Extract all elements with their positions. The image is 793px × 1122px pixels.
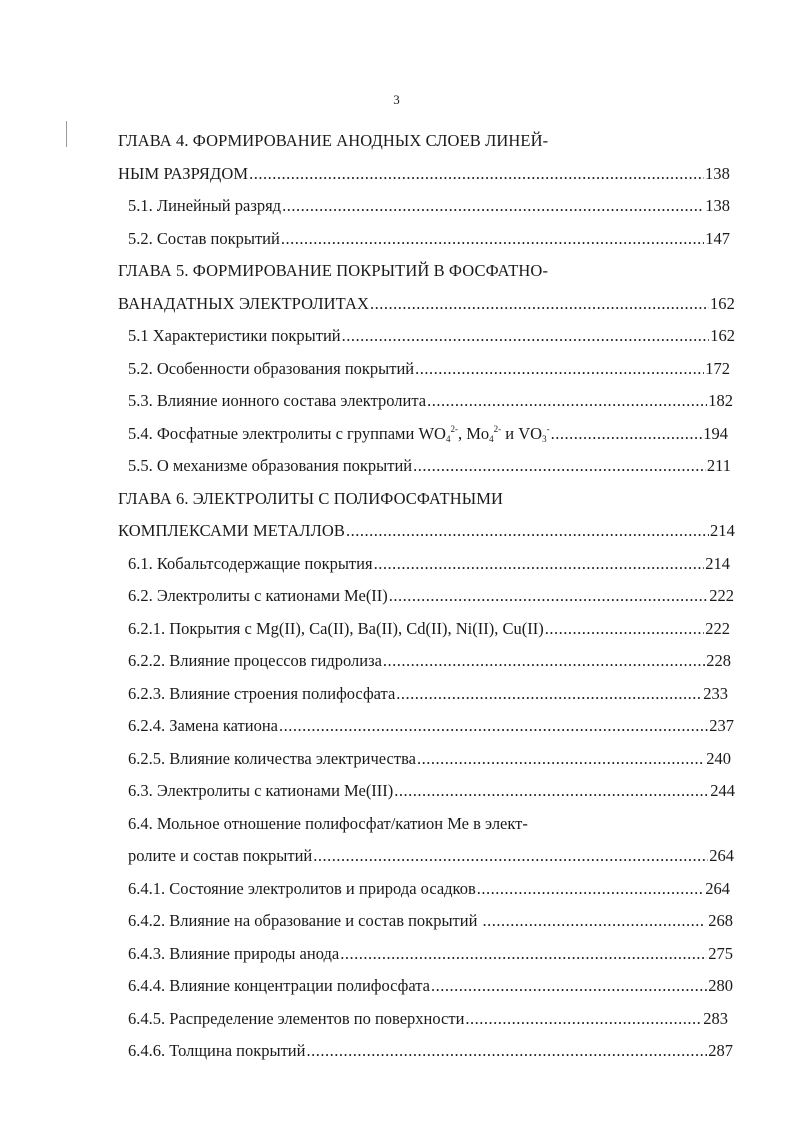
ion-vanadate: $VO_3^-$	[518, 424, 550, 444]
toc-entry-text: 5.3. Влияние ионного состава электролита	[128, 391, 427, 410]
toc-entry	[128, 583, 734, 609]
toc-entry	[128, 843, 734, 869]
toc-entry	[128, 551, 730, 577]
toc-entry	[128, 193, 730, 219]
toc-entry-text: 6.2.4. Замена катиона	[128, 716, 278, 735]
toc-entry-page: 172	[705, 359, 730, 378]
dot-leader	[346, 518, 709, 544]
toc-entry-page: 240	[706, 749, 731, 768]
toc-entry	[128, 356, 730, 382]
dot-leader	[413, 453, 706, 479]
toc-entry	[128, 746, 731, 772]
toc-entry-text: 5.2. Состав покрытий	[128, 229, 280, 248]
toc-entry-text: 6.4.3. Влияние природы анода	[128, 944, 340, 963]
toc-entry-page: 182	[708, 391, 733, 410]
toc-entry-text: 6.2.3. Влияние строения полифосфата	[128, 684, 396, 703]
ion-separator: и	[501, 424, 519, 443]
toc-chapter-4-title-line-2	[118, 161, 730, 187]
dot-leader	[281, 226, 704, 252]
toc-entry	[128, 453, 731, 479]
dot-leader	[383, 648, 705, 674]
dot-leader	[282, 193, 704, 219]
dot-leader	[427, 388, 707, 414]
toc-entry-text: 5.1 Характеристики покрытий	[128, 326, 341, 345]
toc-entry	[128, 648, 731, 674]
toc-entry	[128, 908, 733, 934]
dot-leader	[342, 323, 710, 349]
toc-entry-text: 6.1. Кобальтсодержащие покрытия	[128, 554, 373, 573]
dot-leader	[415, 356, 704, 382]
toc-chapter-5-title-line-1	[118, 258, 548, 284]
dot-leader	[394, 778, 709, 804]
toc-entry-page: 264	[705, 879, 730, 898]
toc-entry-text: 6.2.5. Влияние количества электричества	[128, 749, 416, 768]
toc-entry-text: ГЛАВА 5. ФОРМИРОВАНИЕ ПОКРЫТИЙ В ФОСФАТНО-	[118, 261, 549, 280]
toc-entry	[128, 713, 734, 739]
toc-entry	[128, 1006, 728, 1032]
dot-leader	[545, 616, 705, 642]
toc-entry-text: НЫМ РАЗРЯДОМ	[118, 164, 249, 183]
toc-entry-text: 5.5. О механизме образования покрытий	[128, 456, 413, 475]
toc-entry-page: 275	[708, 944, 733, 963]
toc-entry-page: 283	[703, 1009, 728, 1028]
toc-entry-page: 147	[705, 229, 730, 248]
dot-leader	[465, 1006, 702, 1032]
toc-chapter-6-title-line-1	[118, 486, 503, 512]
dot-leader	[279, 713, 708, 739]
toc-entry-text: 6.2. Электролиты с катионами Ме(II)	[128, 586, 388, 605]
dot-leader	[551, 421, 703, 447]
toc-entry-page: 280	[708, 976, 733, 995]
toc-entry-page: 268	[704, 911, 733, 930]
toc-entry-text: 6.4.4. Влияние концентрации полифосфата	[128, 976, 430, 995]
toc-entry-text: 6.4.1. Состояние электролитов и природа осадков	[128, 879, 476, 898]
toc-entry-text: 6.4.6. Толщина покрытий	[128, 1041, 306, 1060]
toc-entry-page: 222	[705, 619, 730, 638]
toc-entry-text: 6.3. Электролиты с катионами Ме(III)	[128, 781, 394, 800]
toc-entry-text	[128, 421, 550, 447]
toc-entry-text: 6.4. Мольное отношение полифосфат/катион Ме в элект-	[128, 814, 528, 833]
toc-entry	[128, 681, 728, 707]
toc-chapter-6-title-line-2	[118, 518, 735, 544]
toc-entry-page: 162	[710, 326, 735, 345]
dot-leader	[370, 291, 709, 317]
toc-entry-ions	[128, 421, 728, 447]
dot-leader	[306, 1038, 707, 1064]
toc-entry	[128, 616, 730, 642]
toc-entry-text: 6.4.5. Распределение элементов по поверхности	[128, 1009, 465, 1028]
toc-entry	[128, 811, 528, 837]
dot-leader	[431, 973, 707, 999]
toc-entry-page: 244	[710, 781, 735, 800]
dot-leader	[249, 161, 704, 187]
toc-entry-page: 264	[709, 846, 734, 865]
toc-entry-page: 214	[705, 554, 730, 573]
toc-entry-page: 228	[706, 651, 731, 670]
toc-entry-text: ГЛАВА 6. ЭЛЕКТРОЛИТЫ С ПОЛИФОСФАТНЫМИ	[118, 489, 504, 508]
toc-entry-text: КОМПЛЕКСАМИ МЕТАЛЛОВ	[118, 521, 345, 540]
ion-tungstate: $WO_4^{2-}$	[418, 424, 458, 444]
dot-leader	[396, 681, 702, 707]
toc-entry-page: 138	[705, 196, 730, 215]
toc-entry-text: ролите и состав покрытий	[128, 846, 313, 865]
toc-entry-page: 162	[709, 294, 735, 313]
dot-leader	[483, 908, 704, 934]
toc-entry	[128, 1038, 733, 1064]
toc-entry-prefix: 5.4. Фосфатные электролиты с группами	[128, 424, 419, 443]
toc-entry	[128, 226, 730, 252]
dot-leader	[374, 551, 705, 577]
toc-entry-page: 287	[708, 1041, 733, 1060]
toc-entry-page: 138	[704, 164, 730, 183]
ion-separator: ,	[457, 424, 467, 443]
dot-leader	[417, 746, 705, 772]
dot-leader	[477, 876, 704, 902]
toc-entry-page: 237	[709, 716, 734, 735]
toc-entry	[128, 388, 733, 414]
toc-entry-page: 194	[703, 424, 728, 443]
toc-entry-text: 6.4.2. Влияние на образование и состав покрытий	[128, 911, 482, 930]
toc-entry	[128, 876, 730, 902]
toc-entry	[128, 973, 733, 999]
toc-entry-text: 5.2. Особенности образования покрытий	[128, 359, 415, 378]
dot-leader	[313, 843, 708, 869]
toc-entry-page: 214	[709, 521, 735, 540]
toc-entry-text: ГЛАВА 4. ФОРМИРОВАНИЕ АНОДНЫХ СЛОЕВ ЛИНЕЙ-	[118, 131, 549, 150]
ion-molybdate: $Mo_4^{2-}$	[466, 424, 502, 444]
toc-chapter-4-title-line-1	[118, 128, 548, 154]
margin-scan-mark	[66, 121, 67, 147]
toc-entry-page: 222	[709, 586, 734, 605]
toc-entry	[128, 778, 735, 804]
toc-entry-page: 211	[706, 456, 731, 475]
page-number: 3	[393, 92, 400, 107]
toc-entry-text: 6.2.1. Покрытия с Mg(II), Ca(II), Ba(II), Cd(II), Ni(II), Cu(II)	[128, 619, 544, 638]
toc-chapter-5-title-line-2	[118, 291, 735, 317]
dot-leader	[340, 941, 707, 967]
toc-entry-text: ВАНАДАТНЫХ ЭЛЕКТРОЛИТАХ	[118, 294, 370, 313]
toc-entry	[128, 941, 733, 967]
toc-entry-text: 6.2.2. Влияние процессов гидролиза	[128, 651, 382, 670]
toc-entry-text: 5.1. Линейный разряд	[128, 196, 282, 215]
toc-entry-page: 233	[703, 684, 728, 703]
dot-leader	[389, 583, 708, 609]
toc-entry	[128, 323, 735, 349]
